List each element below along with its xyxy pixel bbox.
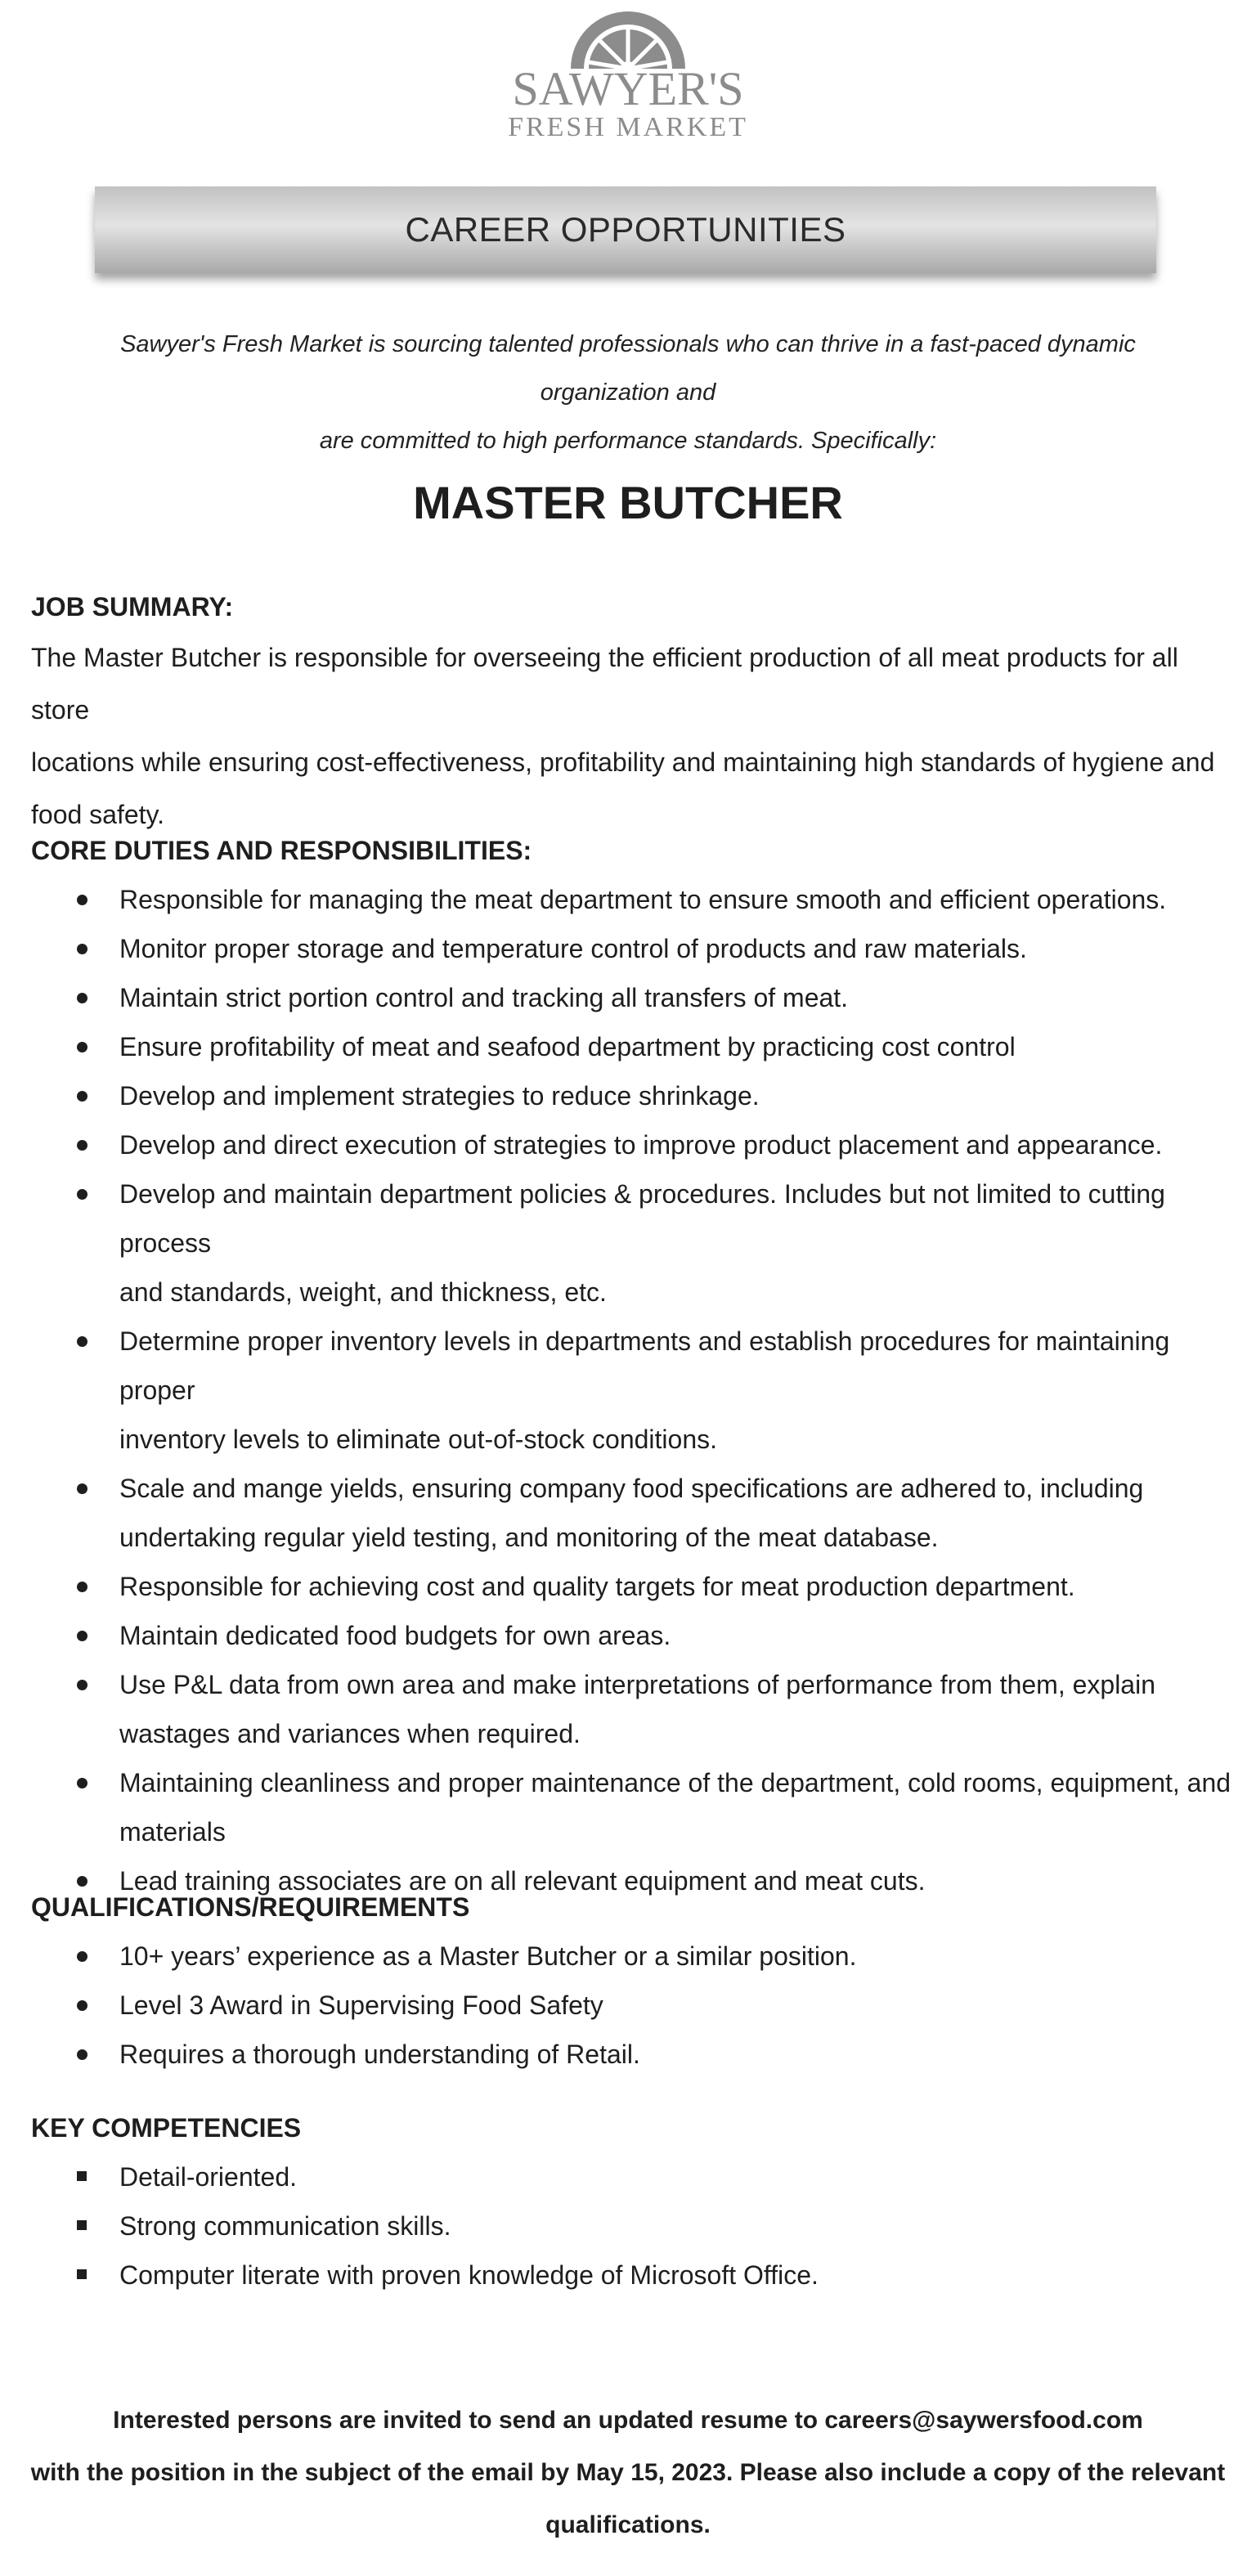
- job-summary-line: The Master Butcher is responsible for overseeing the efficient production of all meat products for all store: [31, 643, 1178, 725]
- bullet-icon: [77, 1680, 87, 1690]
- list-item-text: Strong communication skills.: [119, 2211, 451, 2241]
- list-item-text: Determine proper inventory levels in departments and establish procedures for maintaining proper: [119, 1326, 1170, 1405]
- qualifications-heading: QUALIFICATIONS/REQUIREMENTS: [31, 1892, 470, 1922]
- job-summary-line: food safety.: [31, 800, 165, 829]
- core-duties-heading: CORE DUTIES AND RESPONSIBILITIES:: [31, 836, 532, 865]
- list-item-text: Requires a thorough understanding of Retail.: [119, 2040, 640, 2069]
- competencies-section: [31, 2103, 1233, 2300]
- list-item: [31, 875, 1233, 924]
- intro-text: [65, 321, 1191, 465]
- logo-subtitle: FRESH MARKET: [508, 112, 748, 142]
- core-duties-section: [31, 826, 1233, 1905]
- bullet-icon: [77, 895, 87, 905]
- bullet-icon: [77, 1042, 87, 1052]
- list-item-text: undertaking regular yield testing, and monitoring of the meat database.: [119, 1523, 939, 1552]
- bullet-icon: [77, 1140, 87, 1151]
- core-duties-list: [31, 875, 1233, 1905]
- bullet-icon: [77, 1091, 87, 1102]
- bullet-icon: [77, 1631, 87, 1641]
- list-item-text: Maintaining cleanliness and proper maintenance of the department, cold rooms, equipment, and: [119, 1768, 1231, 1797]
- list-item-text: Monitor proper storage and temperature control of products and raw materials.: [119, 934, 1027, 963]
- bullet-icon: [77, 1778, 87, 1788]
- list-item-text: Scale and mange yields, ensuring company food specifications are adhered to, including: [119, 1474, 1144, 1503]
- square-bullet-icon: [77, 2220, 87, 2230]
- qualifications-section: [31, 1883, 1233, 2079]
- job-summary-heading: JOB SUMMARY:: [31, 592, 234, 622]
- list-item: [31, 1317, 1233, 1464]
- list-item: [31, 924, 1233, 973]
- list-item-text: Develop and direct execution of strategies to improve product placement and appearance.: [119, 1130, 1163, 1160]
- list-item-text: Detail-oriented.: [119, 2162, 297, 2192]
- career-opportunities-banner: [95, 186, 1156, 273]
- bullet-icon: [77, 1951, 87, 1962]
- job-summary-line: locations while ensuring cost-effectiveness, profitability and maintaining high standards of hygiene and: [31, 747, 1215, 777]
- list-item: [31, 1169, 1233, 1317]
- list-item: [31, 1611, 1233, 1660]
- qualifications-list: [31, 1932, 1233, 2079]
- application-instructions: [0, 2394, 1256, 2551]
- list-item-text: Use P&L data from own area and make interpretations of performance from them, explain: [119, 1670, 1155, 1699]
- bullet-icon: [77, 1483, 87, 1494]
- list-item: [31, 1071, 1233, 1120]
- list-item: [31, 1758, 1233, 1856]
- list-item: [31, 1660, 1233, 1758]
- list-item-text: Ensure profitability of meat and seafood department by practicing cost control: [119, 1032, 1016, 1061]
- list-item-text: materials: [119, 1817, 226, 1847]
- list-item: [31, 2251, 1233, 2300]
- list-item-text: Lead training associates are on all relevant equipment and meat cuts.: [119, 1866, 926, 1896]
- list-item-text: Maintain strict portion control and tracking all transfers of meat.: [119, 983, 849, 1012]
- list-item: [31, 973, 1233, 1022]
- list-item: [31, 1562, 1233, 1611]
- list-item-text: Develop and implement strategies to reduce shrinkage.: [119, 1081, 760, 1111]
- list-item-text: Level 3 Award in Supervising Food Safety: [119, 1990, 603, 2020]
- company-logo: [0, 5, 1256, 168]
- competencies-heading: KEY COMPETENCIES: [31, 2113, 302, 2143]
- square-bullet-icon: [77, 2171, 87, 2181]
- list-item: [31, 1932, 1233, 1981]
- bullet-icon: [77, 2000, 87, 2011]
- intro-line: Sawyer's Fresh Market is sourcing talented professionals who can thrive in a fast-paced dynamic organization and: [120, 331, 1136, 406]
- banner-title: CAREER OPPORTUNITIES: [405, 210, 846, 249]
- list-item-text: Computer literate with proven knowledge of Microsoft Office.: [119, 2260, 819, 2290]
- list-item-text: Develop and maintain department policies & procedures. Includes but not limited to cutting process: [119, 1179, 1165, 1258]
- bullet-icon: [77, 2049, 87, 2060]
- square-bullet-icon: [77, 2269, 87, 2279]
- list-item: [31, 2152, 1233, 2201]
- job-summary-section: [31, 582, 1233, 841]
- list-item-text: Responsible for managing the meat department to ensure smooth and efficient operations.: [119, 885, 1167, 914]
- list-item: [31, 2201, 1233, 2251]
- list-item: [31, 1022, 1233, 1071]
- list-item: [31, 2030, 1233, 2079]
- competencies-list: [31, 2152, 1233, 2300]
- list-item: [31, 1464, 1233, 1562]
- intro-line: are committed to high performance standards. Specifically:: [319, 428, 937, 454]
- footer-line: with the position in the subject of the email by May 15, 2023. Please also include a copy of the relevant qualifications.: [30, 2459, 1226, 2538]
- bullet-icon: [77, 1582, 87, 1592]
- bullet-icon: [77, 944, 87, 954]
- list-item-text: and standards, weight, and thickness, etc.: [119, 1277, 607, 1307]
- citrus-slice-icon: [563, 5, 693, 70]
- bullet-icon: [77, 993, 87, 1003]
- list-item-text: 10+ years’ experience as a Master Butcher or a similar position.: [119, 1941, 857, 1971]
- list-item-text: inventory levels to eliminate out-of-stock conditions.: [119, 1425, 718, 1454]
- job-title: MASTER BUTCHER: [413, 477, 843, 528]
- list-item-text: wastages and variances when required.: [119, 1719, 581, 1748]
- footer-line: Interested persons are invited to send an updated resume to careers@saywersfood.com: [113, 2407, 1143, 2434]
- list-item-text: Responsible for achieving cost and quality targets for meat production department.: [119, 1572, 1075, 1601]
- list-item-text: Maintain dedicated food budgets for own areas.: [119, 1621, 671, 1650]
- logo-name: SAWYER'S: [512, 62, 744, 115]
- list-item: [31, 1981, 1233, 2030]
- bullet-icon: [77, 1189, 87, 1200]
- bullet-icon: [77, 1336, 87, 1347]
- list-item: [31, 1120, 1233, 1169]
